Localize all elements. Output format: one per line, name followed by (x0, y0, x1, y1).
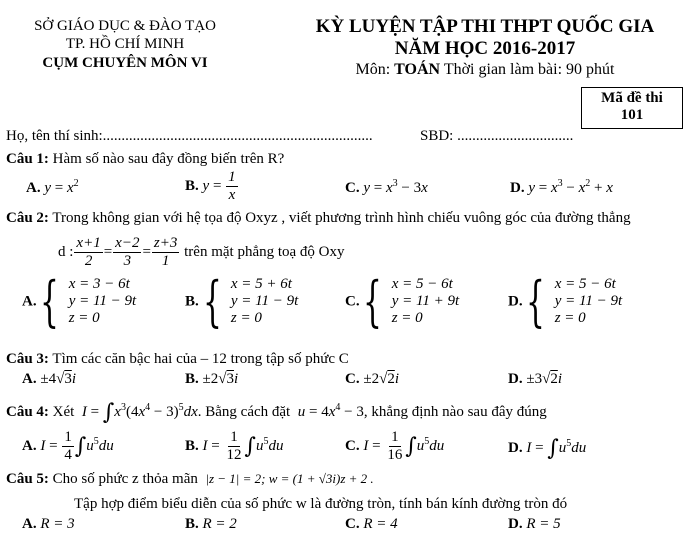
q2-text: Trong không gian với hệ tọa độ Oxyz , viết phương trình hình chiếu vuông góc của đường thẳng (48, 210, 631, 226)
exam-code-box (581, 87, 683, 129)
q2-line-equation: d : $\frac{x+1}{2}$ = $\frac{x-2}{3}$ = $\frac{z+3}{1}$ trên mặt phẳng toạ độ Oxy (58, 235, 345, 269)
option-letter: D. (508, 293, 523, 310)
q1-text: Hàm số nào sau đây đồng biến trên R? (48, 151, 285, 167)
exam-code-value: 101 (620, 107, 644, 123)
option-letter: B. (185, 371, 199, 387)
option-letter: A. (26, 180, 41, 196)
q2-option-d: D. { x = 5 − 6t y = 11 − 9t z = 0 (508, 270, 623, 333)
q3-option-b: B. ±2√3i (185, 371, 239, 387)
city-name: TP. HỒ CHÍ MINH (65, 36, 185, 52)
q5-answer-b: R = 2 (202, 516, 237, 532)
exam-code-label: Mã đề thi (601, 90, 663, 106)
q5-answer-a: R = 3 (40, 516, 75, 532)
q1-option-a: A. $y = x^2$ (26, 178, 79, 196)
q5-text: Cho số phức z thỏa mãn (48, 471, 198, 487)
option-letter: A. (22, 516, 37, 532)
q5-option-b (185, 516, 237, 533)
q2-option-c: C. { x = 5 − 6t y = 11 + 9t z = 0 (345, 270, 460, 333)
subject-line (300, 61, 670, 79)
q3-text: Tìm các căn bậc hai của – 12 trong tập số phức C (48, 351, 349, 367)
option-letter: A. (22, 371, 37, 387)
option-letter: C. (345, 437, 360, 454)
q4-label: Câu 4: (6, 403, 49, 420)
q4-option-c: C. I = $\frac{1}{16}$ $\int u^5du$ (345, 429, 445, 463)
question-4: Câu 4: Xét $I = \int x^3(4x^4 - 3)^5dx$. Bằng cách đặt $u = 4x^4 - 3$, khẳng định nào sau đây đúng (6, 400, 547, 425)
subject-label: Môn: (355, 61, 395, 78)
q1-option-d: D. $y = x^3 - x^2 + x$ (510, 178, 613, 196)
option-letter: A. (22, 437, 37, 454)
q5-condition: |z − 1| = 2; w = (1 + √3i)z + 2 . (205, 471, 374, 486)
q3-option-c: C. ±2√2i (345, 371, 399, 387)
q4-option-b: B. I = $\frac{1}{12}$ $\int u^5du$ (185, 429, 284, 463)
option-letter: C. (345, 516, 360, 532)
q3-label: Câu 3: (6, 351, 49, 367)
option-letter: D. (508, 371, 523, 387)
option-letter: D. (510, 180, 525, 196)
question-3 (6, 351, 349, 368)
question-1 (6, 151, 284, 168)
option-letter: D. (508, 439, 523, 456)
q5-label: Câu 5: (6, 471, 49, 487)
q4-text-mid: . Bằng cách đặt (197, 403, 291, 420)
q1-option-c: C. $y = x^3 - 3x$ (345, 178, 428, 196)
school-year: NĂM HỌC 2016-2017 (394, 38, 576, 59)
q5-answer-c: R = 4 (363, 516, 398, 532)
q3-option-d: D. ±3√2i (508, 371, 562, 387)
q4-text-post: , khẳng định nào sau đây đúng (363, 403, 547, 420)
line-prefix: d : (58, 243, 74, 260)
q5-option-c (345, 516, 398, 533)
q1-option-b: B. y = $\frac{1}{x}$ (185, 169, 236, 203)
q2-label: Câu 2: (6, 210, 49, 226)
q4-option-d: D. $I = \int u^5du$ (508, 436, 587, 461)
q1-label: Câu 1: (6, 151, 49, 167)
option-letter: D. (508, 516, 523, 532)
q5-answer-d: R = 5 (526, 516, 561, 532)
option-letter: B. (185, 516, 199, 532)
student-id-field: SBD: ............................... (420, 128, 574, 144)
exam-title: KỲ LUYỆN TẬP THI THPT QUỐC GIA (315, 16, 655, 37)
option-letter: B. (185, 293, 199, 310)
option-letter: B. (185, 437, 199, 454)
question-2 (6, 210, 631, 227)
option-letter: C. (345, 180, 360, 196)
option-letter: A. (22, 293, 37, 310)
student-name-field: Họ, tên thí sinh:........................................................................ (6, 128, 373, 144)
subject-value: TOÁN (394, 61, 441, 78)
q4-text-pre: Xét (48, 403, 75, 420)
q5-text-2: Tập hợp điểm biểu diễn của số phức w là đường tròn, tính bán kính đường tròn đó (74, 496, 568, 512)
option-letter: C. (345, 371, 360, 387)
q5-option-a (22, 516, 75, 533)
plane-text: trên mặt phẳng toạ độ Oxy (180, 243, 345, 260)
q2-option-b: B. { x = 5 + 6t y = 11 − 9t z = 0 (185, 270, 299, 333)
q4-option-a: A. I = $\frac{1}{4}$ $\int u^5du$ (22, 429, 114, 463)
dept-name: SỞ GIÁO DỤC & ĐÀO TẠO (34, 18, 216, 34)
question-5 (6, 471, 374, 488)
option-letter: C. (345, 293, 360, 310)
option-letter: B. (185, 177, 199, 194)
exam-time: Thời gian làm bài: 90 phút (440, 61, 615, 78)
q3-option-a: A. ±4√3i (22, 371, 76, 387)
q2-option-a: A. { x = 3 − 6t y = 11 − 9t z = 0 (22, 270, 137, 333)
cluster-name: CỤM CHUYÊN MÔN VI (42, 55, 208, 71)
q5-option-d (508, 516, 561, 533)
